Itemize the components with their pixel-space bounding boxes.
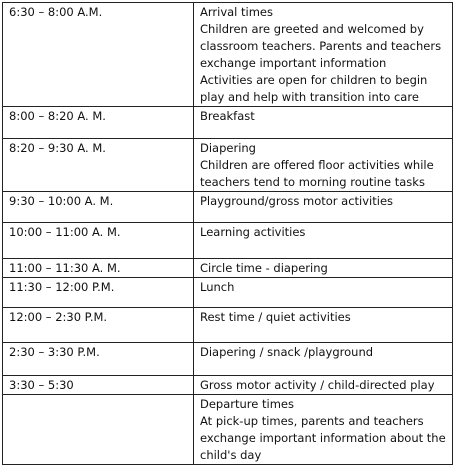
activity-line: teachers tend to morning routine tasks [200,175,425,189]
activity-line: classroom teachers. Parents and teachers [200,39,442,53]
table-row [3,107,453,139]
schedule-body [3,3,453,465]
activity-line: play and help with transition into care [200,90,419,104]
schedule-table [2,2,453,465]
activity-line: Children are offered floor activities while [200,158,434,172]
activity-line: Diapering [200,141,256,155]
activity-line: Learning activities [200,225,306,239]
activity-line: At pick-up times, parents and teachers [200,414,424,428]
table-row [3,376,453,395]
table-row [3,395,453,465]
activity-line: Children are greeted and welcomed by [200,22,424,36]
activity-line: child's day [200,448,262,462]
activity-cell [194,192,453,223]
activity-cell [194,107,453,139]
activity-cell [194,3,453,107]
activity-cell [194,343,453,376]
time-cell: 9:30 – 10:00 A. M. [3,192,194,223]
activity-line: Diapering / snack /playground [200,345,374,359]
table-row [3,278,453,308]
table-row [3,3,453,107]
activity-line: Playground/gross motor activities [200,194,394,208]
table-row [3,192,453,223]
activity-cell [194,278,453,308]
activity-line: exchange important information about the [200,431,446,445]
activity-line: Arrival times [200,5,273,19]
activity-line: Circle time - diapering [200,261,328,275]
activity-cell [194,395,453,465]
activity-line: exchange important information [200,56,387,70]
activity-line: Departure times [200,397,294,411]
time-cell: 11:00 – 11:30 A. M. [3,259,194,278]
table-row [3,223,453,259]
activity-line: Lunch [200,280,235,294]
table-row [3,343,453,376]
activity-line: Gross motor activity / child-directed play [200,378,435,392]
activity-cell [194,139,453,192]
time-cell [3,395,194,465]
activity-cell [194,308,453,343]
activity-cell [194,259,453,278]
time-cell: 3:30 – 5:30 [3,376,194,395]
activity-line: Rest time / quiet activities [200,310,351,324]
time-cell: 8:20 – 9:30 A. M. [3,139,194,192]
time-cell: 10:00 – 11:00 A. M. [3,223,194,259]
time-cell: 2:30 – 3:30 P.M. [3,343,194,376]
activity-line: Activities are open for children to begin [200,73,428,87]
table-row [3,259,453,278]
time-cell: 6:30 – 8:00 A.M. [3,3,194,107]
activity-cell [194,223,453,259]
time-cell: 11:30 – 12:00 P.M. [3,278,194,308]
activity-line: Breakfast [200,109,255,123]
activity-cell [194,376,453,395]
time-cell: 8:00 – 8:20 A. M. [3,107,194,139]
time-cell: 12:00 – 2:30 P.M. [3,308,194,343]
table-row [3,139,453,192]
table-row [3,308,453,343]
